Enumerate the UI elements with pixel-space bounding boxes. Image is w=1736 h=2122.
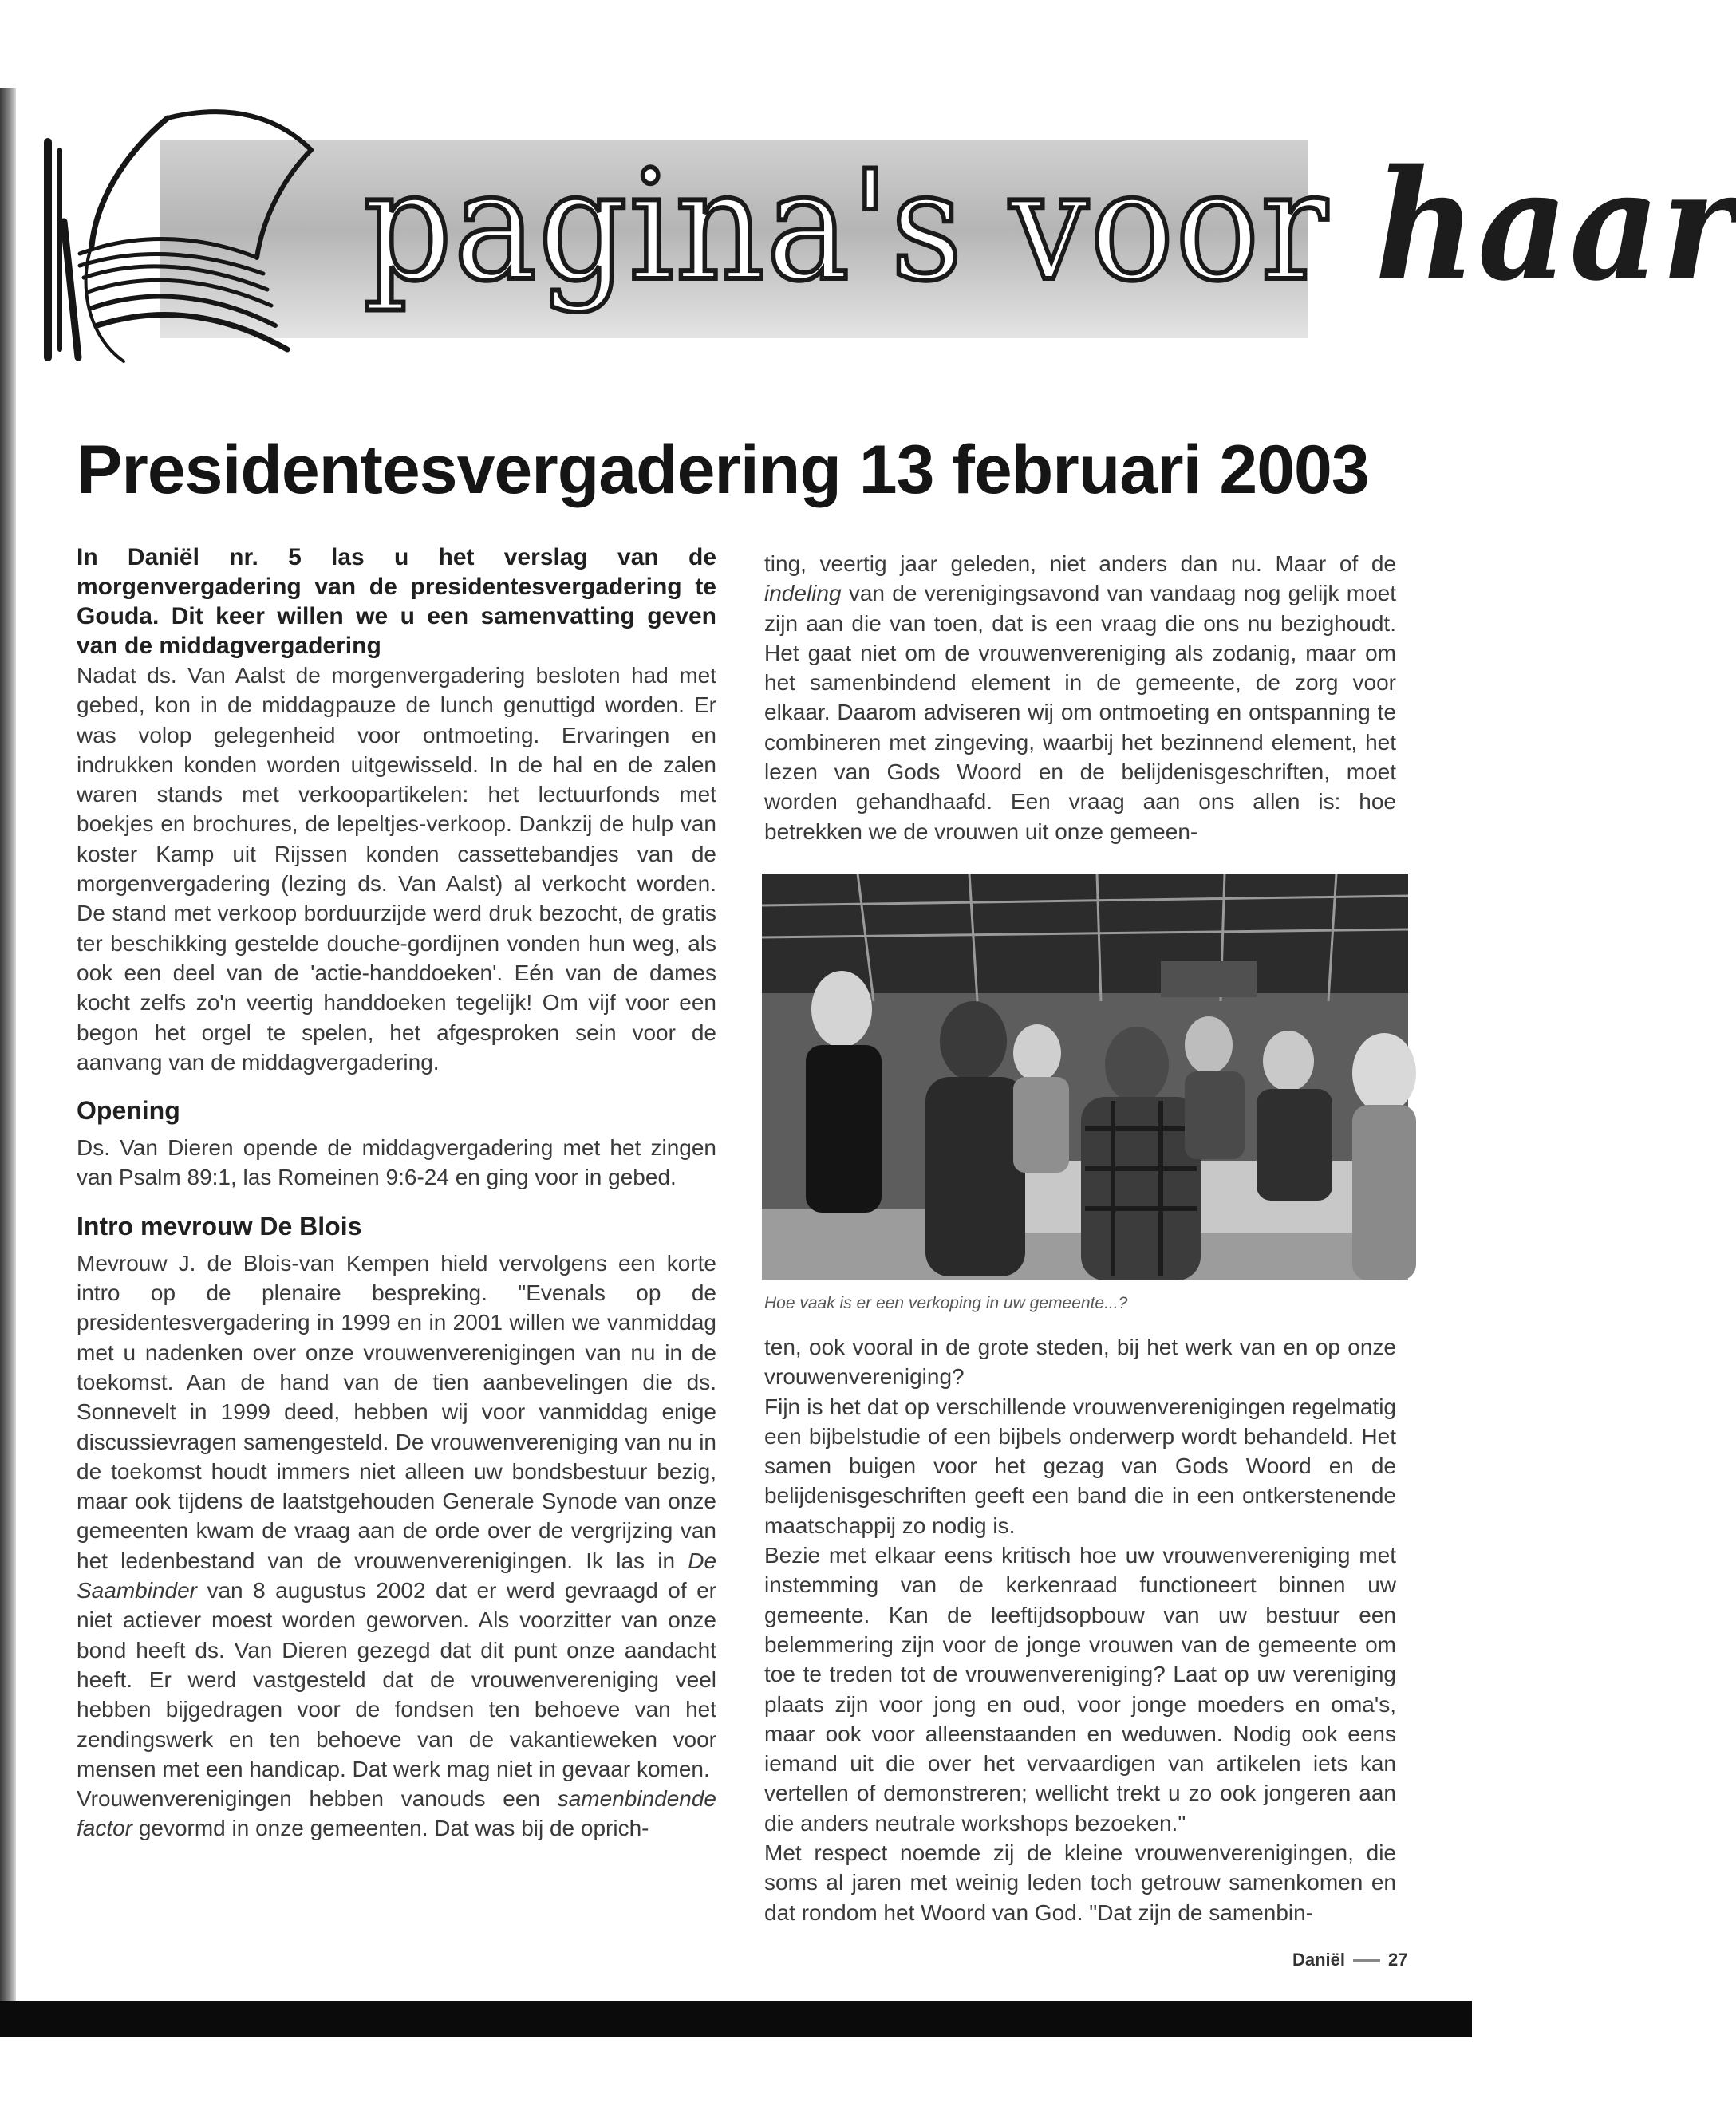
left-column — [77, 542, 716, 1844]
right-top-text-1: ting, veertig jaar geleden, niet anders dan nu. Maar of de — [764, 551, 1396, 576]
intro-text-2: van 8 augustus 2002 dat er werd gevraagd of er niet actiever moest worden geworven. Als voorzitter van onze bond heeft ds. Van Dieren gezegd dat dit punt onze aandacht heeft. Er werd vastgesteld dat de vrouwenvereniging veel hebben bijgedragen voor de fondsen ten behoeve van het zendingswerk en ten behoeve van de vakantieweken voor mensen met een handicap. Dat werk mag niet in gevaar komen. — [77, 1578, 716, 1781]
body-paragraph-factor — [77, 1784, 716, 1844]
article-title: Presidentesvergadering 13 februari 2003 — [77, 432, 1369, 508]
section-banner — [48, 94, 1736, 381]
right-bottom-paragraph-2: Fijn is het dat op verschillende vrouwenverenigingen regelmatig een bijbelstudie of een bijbels onderwerp wordt behandeld. Het samen buigen voor het gezag van Gods Woord en de belijdenisgeschriften geeft een band die in een ontkerstenende maatschappij zo nodig is. — [764, 1394, 1396, 1538]
footer-dash-icon — [1353, 1959, 1380, 1962]
article-lead: In Daniël nr. 5 las u het verslag van de morgenvergadering van de presidentesvergadering te Gouda. Dit keer willen we u een samenvatting geven van de middagvergadering — [77, 544, 716, 659]
banner-title-text: pagina's voor — [363, 138, 1329, 314]
section-heading-opening: Opening — [77, 1096, 180, 1126]
right-bottom-paragraph-3: Bezie met elkaar eens kritisch hoe uw vrouwenvereniging met instemming van de kerkenraad functioneert binnen uw gemeente. Kan de leeftijdsopbouw van uw bestuur een belemmering zijn voor de jonge vrouwen van de gemeente om toe te treden tot de vrouwenvereniging? Laat op uw vereniging plaats zijn voor jong en oud, voor jonge moeders en oma's, maar ook voor alleenstaanden en weduwen. Nodig ook eens iemand uit die over het vervaardigen van artikelen iets kan vertellen of demonstreren; wellicht trekt u zo ook jongeren aan die anders neutrale workshops bezoeken." — [764, 1543, 1396, 1836]
body-paragraph-intro — [77, 1248, 716, 1784]
right-top-paragraph — [764, 549, 1396, 846]
factor-text-2: gevormd in onze gemeenten. Dat was bij de oprich- — [138, 1816, 649, 1841]
factor-text-1: Vrouwenverenigingen hebben vanouds een — [77, 1786, 540, 1812]
page-footer — [1292, 1950, 1408, 1970]
page-number: 27 — [1388, 1950, 1408, 1970]
photo-caption: Hoe vaak is er een verkoping in uw gemeente...? — [764, 1294, 1128, 1312]
meeting-photo-image — [762, 874, 1408, 1280]
right-top-italic: indeling — [764, 581, 842, 606]
scan-bottom-edge — [0, 2001, 1472, 2037]
right-column-top — [764, 549, 1396, 846]
right-bottom-paragraph-1: ten, ook vooral in de grote steden, bij het werk van en op onze vrouwenvereniging? — [764, 1335, 1396, 1390]
body-paragraph: Nadat ds. Van Aalst de morgenvergadering besloten had met gebed, kon in de middagpauze de lunch genuttigd worden. Er was volop gelegenheid voor ontmoeting. Ervaringen en indrukken konden worden uitgewisseld. In de hal en de zalen waren stands met verkoopartikelen: het lectuurfonds met boekjes en brochures, de lepeltjes-verkoop. Dankzij de hulp van koster Kamp uit Rijssen konden cassettebandjes van de morgenvergadering (lezing ds. Van Aalst) al verkocht worden. De stand met verkoop borduurzijde werd druk bezocht, de gratis ter beschikking gestelde douche-gordijnen vonden hun weg, als ook een deel van de 'actie-handdoeken'. Eén van de dames kocht zelfs zo'n veertig handdoeken tegelijk! Om vijf voor een begon het orgel te spelen, het afgesproken sein voor de aanvang van de middagvergadering. — [77, 663, 716, 1075]
banner-title-italic: haar — [1375, 136, 1736, 314]
right-column-bottom — [764, 1332, 1396, 1927]
factor-italic: samenbindende factor — [77, 1786, 717, 1841]
intro-text-1: Mevrouw J. de Blois-van Kempen hield vervolgens een korte intro op de plenaire bespreking. "Evenals op de presidentesvergadering in 1999 en in 2001 willen we vanmiddag met u nadenken over onze vrouwenverenigingen van nu in de toekomst. Aan de hand van de tien aanbevelingen die ds. Sonnevelt in 1999 deed, hebben wij voor vanmiddag enige discussievragen samengesteld. De vrouwenvereniging van nu in de toekomst houdt immers niet alleen uw bondsbestuur bezig, maar ook tijdens de laatstgehouden Generale Synode van onze gemeenten kwam de vraag aan de orde over de vergrijzing van het ledenbestand van de vrouwenverenigingen. Ik las in — [77, 1250, 716, 1573]
intro-italic-1: De Saambinder — [77, 1548, 717, 1603]
section-heading-intro: Intro mevrouw De Blois — [77, 1211, 362, 1240]
right-bottom-paragraph-4: Met respect noemde zij de kleine vrouwenverenigingen, die soms al jaren met weinig leden toch getrouw samenkomen en dat rondom het Woord van God. "Dat zijn de samenbin- — [764, 1840, 1396, 1925]
magazine-name: Daniël — [1292, 1950, 1346, 1970]
right-top-text-2: van de verenigingsavond van vandaag nog gelijk moet zijn aan die van toen, dat is een vraag die ons nu bezighoudt. Het gaat niet om de vrouwenvereniging als zodanig, maar om het samenbindend element in de gemeente, de zorg voor elkaar. Daarom adviseren wij om ontmoeting en ontspanning te combineren met zingeving, waarbij het bezinnend element, het lezen van Gods Woord en de belijdenisgeschriften, moet worden gehandhaafd. Een vraag aan ons allen is: hoe betrekken we de vrouwen uit onze gemeen- — [764, 581, 1396, 844]
open-book-icon — [48, 94, 367, 381]
scan-binding-edge — [0, 88, 16, 2034]
body-paragraph-opening: Ds. Van Dieren opende de middagvergadering met het zingen van Psalm 89:1, las Romeinen 9:6-24 en ging voor in gebed. — [77, 1135, 716, 1190]
banner-title — [363, 136, 1736, 349]
meeting-photo — [762, 874, 1408, 1280]
